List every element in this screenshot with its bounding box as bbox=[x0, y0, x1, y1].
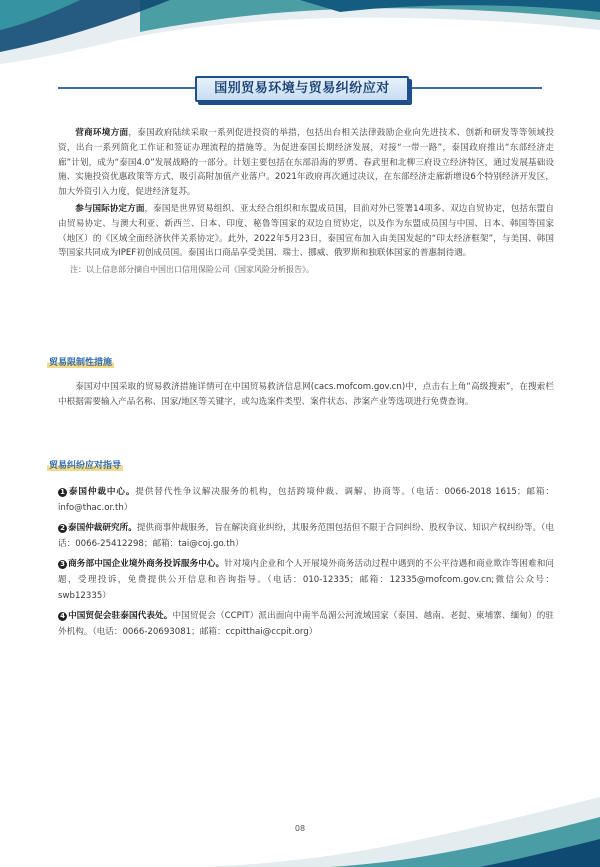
number-badge: 4 bbox=[58, 612, 67, 621]
investment-paragraph bbox=[58, 126, 554, 200]
restriction-section bbox=[58, 380, 554, 412]
dispute-item-text: 提供替代性争议解决服务的机构，包括跨境仲裁、调解、协商等。（电话：0066-2018 1615；邮箱：info@thac.or.th） bbox=[58, 487, 554, 513]
dispute-item-name: 商务部中国企业境外商务投诉服务中心。 bbox=[68, 559, 225, 569]
top-wave-decoration bbox=[0, 0, 600, 70]
dispute-item-name: 中国贸促会驻泰国代表处。 bbox=[68, 611, 173, 621]
dispute-item bbox=[58, 608, 554, 640]
number-badge: 1 bbox=[58, 488, 67, 497]
dispute-list bbox=[58, 484, 554, 644]
investment-lead: 营商环境方面 bbox=[75, 128, 129, 138]
dispute-heading-text: 贸易纠纷应对指导 bbox=[49, 461, 122, 471]
dispute-item bbox=[58, 556, 554, 604]
bottom-wave-decoration bbox=[0, 787, 600, 867]
dispute-item-text: 提供商事仲裁服务，旨在解决商业纠纷，其服务范围包括但不限于合同纠纷、股权争议、知识产权纠纷等。（电话：0066-25412298；邮箱：tai@coj.go.th） bbox=[58, 523, 554, 549]
dispute-item-text: 针对境内企业和个人开展境外商务活动过程中遇到的不公平待遇和商业欺诈等困难和问题，受理投诉，免费提供公开信息和咨询指导。（电话：010-12335；邮箱：12335@mofcom.gov.cn;微信公众号：swb12335） bbox=[58, 559, 554, 601]
restriction-heading bbox=[47, 358, 114, 368]
page-number: 08 bbox=[294, 824, 306, 833]
page-title-banner bbox=[0, 76, 600, 100]
dispute-item-text: 中国贸促会（CCPIT）派出面向中南半岛湄公河流域国家（泰国、越南、老挝、柬埔寨、缅甸）的驻外机构。（电话：0066-20693081；邮箱：ccpitthai@ccpit.org） bbox=[58, 611, 554, 637]
dispute-item-name: 泰国仲裁研究所。 bbox=[68, 523, 137, 533]
page-title: 国别贸易环境与贸易纠纷应对 bbox=[195, 76, 409, 102]
dispute-item bbox=[58, 520, 554, 552]
overview-section bbox=[58, 126, 554, 277]
restriction-text: 泰国对中国采取的贸易救济措施详情可在中国贸易救济信息网(cacs.mofcom.gov.cn)中，点击右上角“高级搜索”，在搜索栏中根据需要输入产品名称、国家/地区等关键字，或勾选案件类型、案件状态、涉案产业等选项进行免费查询。 bbox=[58, 382, 554, 407]
source-note: 注：以上信息部分摘自中国出口信用保险公司《国家风险分析报告》。 bbox=[70, 265, 314, 275]
investment-text: ，泰国政府陆续采取一系列促进投资的举措，包括出台相关法律鼓励企业向先进技术、创新和研发等等领域投资，出台一系列简化工作证和签证办理流程的措施等。为促进泰国长期经济发展，对接“一带一路”，泰国政府推出“东部经济走廊”计划，成为“泰国4.0”发展战略的一部分。计划主要包括在东部沿海的罗勇、春武里和北柳三府设立经济特区，通过发展基础设施、实施投资优惠政策等方式，吸引高附加值产业落户。2021年政府再次通过决议，在东部经济走廊新增设6个特别经济开发区，加大外资引入力度，促进经济复苏。 bbox=[58, 128, 554, 198]
number-badge: 3 bbox=[58, 560, 67, 569]
dispute-heading bbox=[47, 461, 123, 471]
dispute-item-name: 泰国仲裁中心。 bbox=[68, 487, 136, 497]
international-lead: 参与国际协定方面 bbox=[75, 203, 145, 214]
international-paragraph bbox=[58, 202, 554, 261]
restriction-heading-text: 贸易限制性措施 bbox=[49, 358, 113, 368]
number-badge: 2 bbox=[58, 524, 67, 533]
dispute-item bbox=[58, 484, 554, 516]
international-text: ，泰国是世界贸易组织、亚太经合组织和东盟成员国，目前对外已签署14项多、双边自贸协定，包括东盟自由贸易协定、与澳大利亚、新西兰、日本、印度、秘鲁等国家的双边自贸协定，以及作为东盟成员国与中国、日本、韩国等国家（地区）的《区域全面经济伙伴关系协定》。此外，2022年5月23日，泰国宣布加入由美国发起的“印太经济框架”，与美国、韩国等国家共同成为IPEF初创成员国。泰国出口商品享受美国、瑞士、挪威、俄罗斯和独联体国家的普惠制待遇。 bbox=[58, 203, 554, 259]
